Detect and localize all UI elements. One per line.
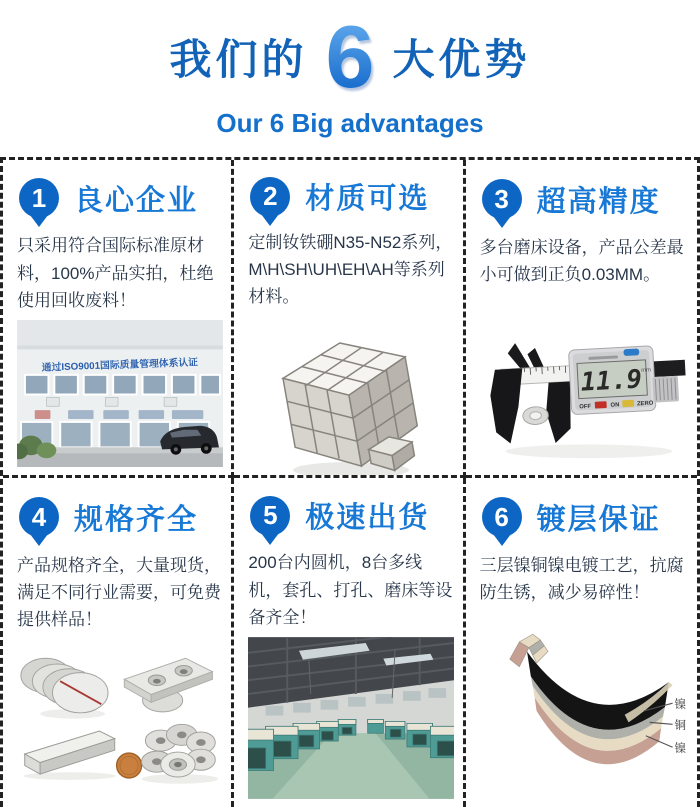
magnet-shapes-illustration <box>17 641 223 799</box>
digital-caliper-photo <box>480 320 689 467</box>
advantage-card-2 <box>234 160 465 478</box>
advantage-6-header <box>482 494 689 540</box>
caliper-yellow-button <box>622 400 634 407</box>
advantage-4-title: 规格齐全 <box>74 503 199 536</box>
bar-magnet-with-coin <box>24 731 142 780</box>
title-suffix: 大优势 <box>392 36 531 83</box>
caliper-blue-button <box>624 348 640 356</box>
advantages-grid <box>0 157 700 807</box>
page-subtitle: Our 6 Big advantages <box>216 108 484 138</box>
magnet-shapes-photo <box>17 641 223 799</box>
workshop-machines-photo <box>248 637 454 799</box>
advantage-5-title: 极速出货 <box>305 502 430 535</box>
layer-label-nickel-top: 镍 <box>674 699 687 711</box>
coating-layers-illustration <box>481 617 687 799</box>
page-title <box>0 0 700 106</box>
workshop-illustration <box>248 637 454 799</box>
advantage-card-3 <box>466 160 697 478</box>
ring-magnets <box>142 724 219 783</box>
advantage-1-title: 良心企业 <box>74 184 199 217</box>
cube-stack <box>279 332 425 478</box>
advantage-1-header <box>19 176 223 220</box>
advantage-2-title: 材质可选 <box>305 183 430 215</box>
advantage-card-4 <box>3 478 234 807</box>
advantage-2-description: 定制钕铁硼N35-N52系列，M\H\SH\UH\EH\AH等系列材料。 <box>248 233 453 307</box>
number-badge-5: 5 <box>250 496 290 536</box>
caliper-zero-label: ZERO <box>637 400 654 408</box>
caliper-display-unit: mm <box>641 367 652 374</box>
caliper-red-button <box>595 401 607 408</box>
advantage-6-description: 三层镍铜镍电镀工艺，抗腐防生锈，减少易碎性！ <box>479 556 684 603</box>
countersunk-plate-magnet <box>124 658 212 712</box>
iso-sign-text: 通过ISO9001国际质量管理体系认证 <box>41 357 199 374</box>
advantage-3-title: 超高精度 <box>536 185 661 218</box>
coating-layers-diagram <box>480 617 689 799</box>
advantage-5-header <box>250 494 454 537</box>
advantage-6-title: 镀层保证 <box>536 503 661 536</box>
caliper-off-label: OFF <box>579 403 592 411</box>
magnet-cube-illustration <box>251 317 451 478</box>
number-badge-2: 2 <box>250 177 290 217</box>
advantage-3-description: 多台磨床设备，产品公差最小可做到正负0.03MM。 <box>479 238 684 285</box>
advantage-2-header <box>250 176 454 217</box>
layer-label-nickel-bottom: 镍 <box>674 743 687 756</box>
caliper-display-value: 11.9 <box>580 364 644 398</box>
advantage-4-description: 产品规格齐全，大量现货，满足不同行业需要，可免费提供样品！ <box>17 556 221 630</box>
number-badge-1: 1 <box>19 178 59 218</box>
advantage-3-header <box>482 176 689 222</box>
disc-magnet-stack <box>21 658 108 718</box>
title-number: 6 <box>325 7 375 106</box>
factory-building-illustration <box>17 320 223 467</box>
advantage-card-1 <box>3 160 234 478</box>
magnet-cube-photo <box>248 317 454 478</box>
digital-caliper-illustration <box>481 320 687 467</box>
upper-windows <box>25 375 220 395</box>
number-badge-4: 4 <box>19 497 59 537</box>
advantage-5-description: 200台内圆机，8台多线机，套孔、打孔、磨床等设备齐全！ <box>248 553 453 627</box>
layer-label-copper: 铜 <box>674 720 687 733</box>
advantage-card-5 <box>234 478 465 807</box>
factory-building-photo <box>17 320 223 467</box>
caliper-on-label: ON <box>610 402 620 409</box>
number-badge-3: 3 <box>482 179 522 219</box>
advantage-4-header <box>19 494 223 540</box>
number-badge-6: 6 <box>482 497 522 537</box>
page-header <box>0 0 700 157</box>
caliper-body <box>488 334 687 446</box>
advantage-card-6 <box>466 478 697 807</box>
advantage-1-description: 只采用符合国际标准原材料，100%产品实拍，杜绝使用回收废料！ <box>17 236 214 310</box>
title-prefix: 我们的 <box>169 36 308 83</box>
